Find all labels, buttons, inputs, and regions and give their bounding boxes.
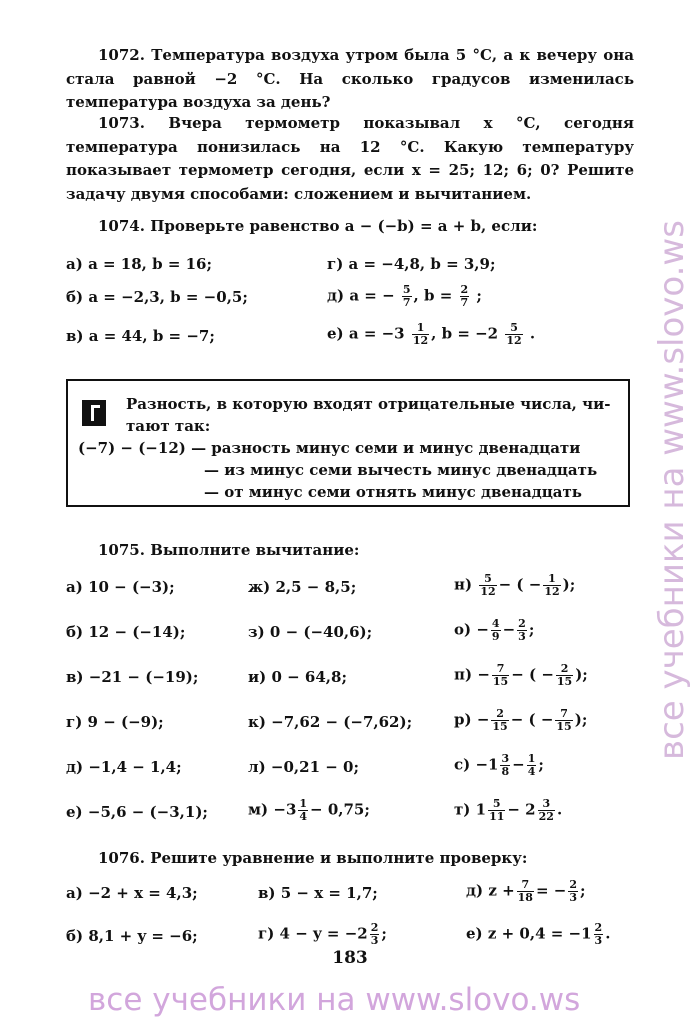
item-1076-e: е) z + 0,4 = −1 $\frac{2}{3}$ .: [466, 921, 611, 947]
rule-box: [66, 379, 630, 507]
fraction: $\frac{2}{15}$: [492, 707, 508, 733]
fraction: $\frac{7}{18}$: [517, 878, 533, 904]
item-1074-b: б) a = −2,3, b = −0,5;: [66, 288, 248, 306]
fraction: $\frac{2}{3}$: [594, 921, 603, 947]
rule-icon: [82, 400, 106, 426]
fraction: $\frac{2}{7}$: [460, 283, 469, 309]
item-1074-v: в) a = 44, b = −7;: [66, 327, 215, 345]
item-1076-g: г) 4 − y = −2 $\frac{2}{3}$ ;: [258, 921, 387, 947]
fraction: $\frac{2}{3}$: [569, 878, 577, 904]
watermark-bottom: все учебники на www.slovo.ws: [88, 982, 581, 1018]
fraction: $\frac{4}{9}$: [491, 617, 500, 643]
item-1076-v: в) 5 − x = 1,7;: [258, 884, 378, 902]
fraction: $\frac{7}{15}$: [492, 662, 509, 688]
item-1074-a: а) a = 18, b = 16;: [66, 255, 213, 273]
item-1074-d: д) a = − $\frac{5}{7}$ , b = $\frac{2}{7}$ ;: [327, 283, 482, 309]
item-1074-e: е) a = −3 $\frac{1}{12}$ , b = −2 $\frac{5}{12}$ .: [327, 321, 536, 347]
item-1075-t: т) 1 $\frac{5}{11}$ − 2 $\frac{3}{22}$ .: [454, 797, 563, 823]
item-1075-s: с) −1 $\frac{3}{8}$ − $\frac{1}{4}$ ;: [454, 752, 544, 778]
fraction: $\frac{2}{3}$: [518, 617, 526, 643]
rule-line-5: — от минус семи отнять минус двенадцать: [204, 483, 582, 501]
item-1075-b: б) 12 − (−14);: [66, 623, 186, 641]
item-1075-d: д) −1,4 − 1,4;: [66, 758, 182, 776]
item-1075-m: м) −3 $\frac{1}{4}$ − 0,75;: [248, 797, 370, 823]
fraction: $\frac{3}{8}$: [501, 752, 510, 778]
item-1075-k: к) −7,62 − (−7,62);: [248, 713, 413, 731]
fraction: $\frac{2}{3}$: [370, 921, 379, 947]
problem-text: Вчера термометр показывал x °С, сегодня температура понизилась на 12 °С. Какую температуру показывает термометр сегодня, если x = 25; 12; 6; 0? Решите задачу двумя способами: сложением и вычитанием.: [66, 114, 634, 203]
item-1075-v: в) −21 − (−19);: [66, 668, 199, 686]
item-1075-a: а) 10 − (−3);: [66, 578, 175, 596]
item-1075-r: р) − $\frac{2}{15}$ − ( − $\frac{7}{15}$ );: [454, 707, 588, 733]
problem-1076-title: 1076. Решите уравнение и выполните проверку:: [98, 849, 528, 867]
item-1076-a: а) −2 + x = 4,3;: [66, 884, 198, 902]
fraction: $\frac{1}{4}$: [299, 797, 308, 823]
rule-line-4: — из минус семи вычесть минус двенадцать: [204, 461, 598, 479]
problem-text: Температура воздуха утром была 5 °С, а к вечеру она стала равной −2 °С. На сколько градусов изменилась температура воздуха за день?: [66, 46, 634, 111]
fraction: $\frac{3}{22}$: [538, 797, 554, 823]
fraction: $\frac{1}{12}$: [544, 572, 560, 598]
item-1075-g: г) 9 − (−9);: [66, 713, 164, 731]
page-number: 183: [332, 948, 368, 968]
watermark-vertical: все учебники на www.slovo.ws: [652, 220, 692, 760]
item-1075-l: л) −0,21 − 0;: [248, 758, 360, 776]
item-1075-z: з) 0 − (−40,6);: [248, 623, 373, 641]
fraction: $\frac{5}{7}$: [402, 283, 411, 309]
item-1075-zh: ж) 2,5 − 8,5;: [248, 578, 357, 596]
fraction: $\frac{5}{12}$: [506, 321, 522, 347]
problem-1073: [66, 112, 634, 206]
problem-1075-title: 1075. Выполните вычитание:: [98, 541, 360, 559]
problem-1072: [66, 44, 634, 115]
problem-number: 1072.: [98, 46, 145, 64]
fraction: $\frac{2}{15}$: [556, 662, 573, 688]
rule-line-1: Разность, в которую входят отрицательные числа, чи-: [126, 395, 611, 413]
item-1076-b: б) 8,1 + y = −6;: [66, 927, 198, 945]
item-1076-d: д) z + $\frac{7}{18}$ = − $\frac{2}{3}$ ;: [466, 878, 586, 904]
fraction: $\frac{1}{4}$: [527, 752, 536, 778]
item-1074-g: г) a = −4,8, b = 3,9;: [327, 255, 496, 273]
item-1075-i: и) 0 − 64,8;: [248, 668, 347, 686]
problem-number: 1073.: [98, 114, 145, 132]
fraction: $\frac{5}{12}$: [480, 572, 496, 598]
item-1075-n: н) $\frac{5}{12}$ − ( − $\frac{1}{12}$ );: [454, 572, 576, 598]
item-1075-o: о) − $\frac{4}{9}$ − $\frac{2}{3}$ ;: [454, 617, 535, 643]
item-1075-p: п) − $\frac{7}{15}$ − ( − $\frac{2}{15}$ );: [454, 662, 588, 688]
rule-line-2: тают так:: [126, 417, 211, 435]
problem-1074-title: 1074. Проверьте равенство a − (−b) = a + b, если:: [98, 217, 538, 235]
fraction: $\frac{5}{11}$: [489, 797, 505, 823]
fraction: $\frac{1}{12}$: [412, 321, 429, 347]
fraction: $\frac{7}{15}$: [556, 707, 572, 733]
item-1075-e: е) −5,6 − (−3,1);: [66, 803, 208, 821]
rule-line-3: (−7) − (−12) — разность минус семи и минус двенадцати: [78, 439, 581, 457]
